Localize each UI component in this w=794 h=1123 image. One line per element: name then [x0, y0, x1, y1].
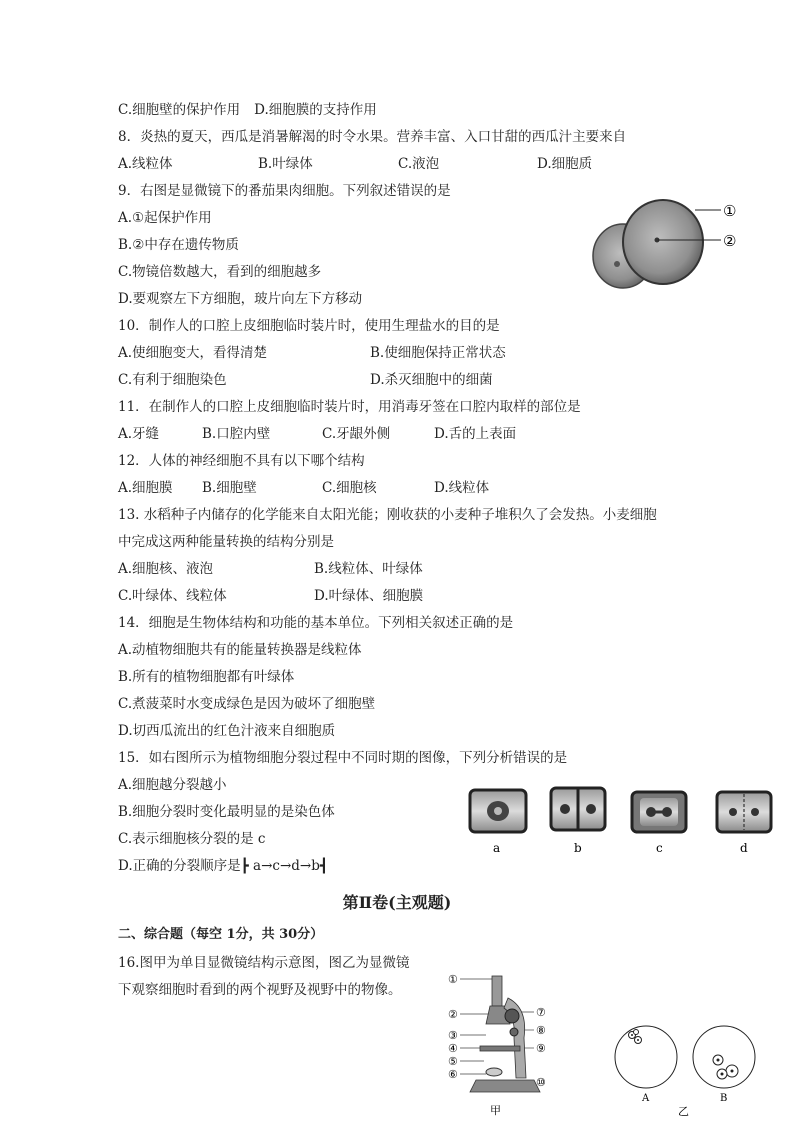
q9-stem: 9．右图是显微镜下的番茄果肉细胞。下列叙述错误的是	[118, 183, 451, 199]
cell-division-figure	[460, 782, 780, 862]
cell-stage-d	[717, 792, 771, 832]
scope-label-2: ②	[448, 1008, 458, 1021]
q11-option-b: B.口腔内壁	[202, 426, 271, 442]
q12-stem: 12．人体的神经细胞不具有以下哪个结构	[118, 453, 365, 469]
view-a	[615, 1026, 677, 1088]
scope-label-5: ⑤	[448, 1055, 458, 1068]
q9-option-d: D.要观察左下方细胞，玻片向左下方移动	[118, 291, 363, 307]
label-2: ②	[723, 232, 737, 250]
q11-stem: 11．在制作人的口腔上皮细胞临时装片时，用消毒牙签在口腔内取样的部位是	[118, 399, 581, 415]
q14-option-a: A.动植物细胞共有的能量转换器是线粒体	[118, 642, 362, 658]
q13-option-c: C.叶绿体、线粒体	[118, 588, 227, 604]
q13-option-d: D.叶绿体、细胞膜	[314, 588, 424, 604]
scope-label-7: ⑦	[536, 1006, 546, 1019]
microscope-figure	[444, 968, 564, 1118]
q12-option-d: D.线粒体	[434, 480, 490, 496]
q9-option-a: A.①起保护作用	[118, 210, 212, 226]
q10-option-a: A.使细胞变大，看得清楚	[118, 345, 268, 361]
stage-label-c: c	[656, 841, 663, 855]
q9-option-c: C.物镜倍数越大，看到的细胞越多	[118, 264, 322, 280]
q8-option-b: B.叶绿体	[258, 156, 313, 172]
q7-option-c: C.细胞壁的保护作用	[118, 102, 241, 118]
q16-stem-line2: 下观察细胞时看到的两个视野及视野中的物像。	[118, 982, 402, 998]
scope-label-6: ⑥	[448, 1068, 458, 1081]
q14-option-c: C.煮菠菜时水变成绿色是因为破坏了细胞壁	[118, 696, 376, 712]
q8-option-a: A.线粒体	[118, 156, 173, 172]
q10-stem: 10．制作人的口腔上皮细胞临时装片时，使用生理盐水的目的是	[118, 318, 500, 334]
q15-option-c: C.表示细胞核分裂的是 c	[118, 831, 266, 847]
cell-stage-a	[470, 790, 526, 832]
q13-stem-line1: 13. 水稻种子内储存的化学能来自太阳光能；刚收获的小麦种子堆积久了会发热。小麦细胞	[118, 507, 657, 523]
q15-option-a: A.细胞越分裂越小	[118, 777, 227, 793]
section-header: 二、综合题（每空 1分，共 30分）	[118, 927, 324, 942]
q14-option-b: B.所有的植物细胞都有叶绿体	[118, 669, 295, 685]
q12-option-c: C.细胞核	[322, 480, 377, 496]
q11-option-d: D.舌的上表面	[434, 426, 517, 442]
q14-stem: 14．细胞是生物体结构和功能的基本单位。下列相关叙述正确的是	[118, 615, 514, 631]
q15-stem: 15．如右图所示为植物细胞分裂过程中不同时期的图像，下列分析错误的是	[118, 750, 568, 766]
tomato-cell-figure	[585, 196, 755, 296]
q11-option-a: A.牙缝	[118, 426, 160, 442]
cell-stage-c	[632, 792, 686, 832]
q12-option-b: B.细胞壁	[202, 480, 257, 496]
q11-option-c: C.牙龈外侧	[322, 426, 391, 442]
scope-label-3: ③	[448, 1029, 458, 1042]
scope-label-4: ④	[448, 1042, 458, 1055]
q7-options	[118, 101, 377, 119]
scope-label-9: ⑨	[536, 1042, 546, 1055]
q9-option-b: B.②中存在遗传物质	[118, 237, 239, 253]
section-title: 第Ⅱ卷(主观题)	[342, 893, 452, 912]
q10-option-b: B.使细胞保持正常状态	[370, 345, 506, 361]
cell-stage-b	[551, 788, 605, 830]
q16-stem-line1: 16.图甲为单目显微镜结构示意图，图乙为显微镜	[118, 955, 410, 971]
q14-option-d: D.切西瓜流出的红色汁液来自细胞质	[118, 723, 336, 739]
label-1: ①	[723, 202, 737, 220]
stage-label-b: b	[574, 841, 582, 855]
q13-option-a: A.细胞核、液泡	[118, 561, 214, 577]
view-label-b: B	[720, 1093, 728, 1104]
cell-right	[623, 200, 703, 284]
view-b	[693, 1026, 755, 1088]
field-of-view-figure	[600, 1015, 770, 1120]
q13-option-b: B.线粒体、叶绿体	[314, 561, 423, 577]
q8-option-d: D.细胞质	[537, 156, 593, 172]
fig-label-jia: 甲	[490, 1104, 501, 1117]
stage-label-d: d	[740, 841, 748, 855]
q13-stem-line2: 中完成这两种能量转换的结构分别是	[118, 534, 334, 550]
q7-option-d: D.细胞膜的支持作用	[254, 102, 377, 118]
view-label-a: A	[642, 1093, 650, 1104]
q15-option-d: D.正确的分裂顺序是┣ a→c→d→b┫	[118, 858, 329, 874]
scope-label-10: ⑩	[536, 1076, 546, 1089]
q8-option-c: C.液泡	[398, 156, 440, 172]
fig-label-yi: 乙	[678, 1105, 689, 1118]
scope-label-1: ①	[448, 973, 458, 986]
q10-option-d: D.杀灭细胞中的细菌	[370, 372, 493, 388]
q10-option-c: C.有利于细胞染色	[118, 372, 227, 388]
q12-option-a: A.细胞膜	[118, 480, 173, 496]
stage-label-a: a	[493, 841, 501, 855]
scope-label-8: ⑧	[536, 1024, 546, 1037]
q8-stem: 8．炎热的夏天，西瓜是消暑解渴的时令水果。营养丰富、入口甘甜的西瓜汁主要来自	[118, 129, 627, 145]
q15-option-b: B.细胞分裂时变化最明显的是染色体	[118, 804, 335, 820]
